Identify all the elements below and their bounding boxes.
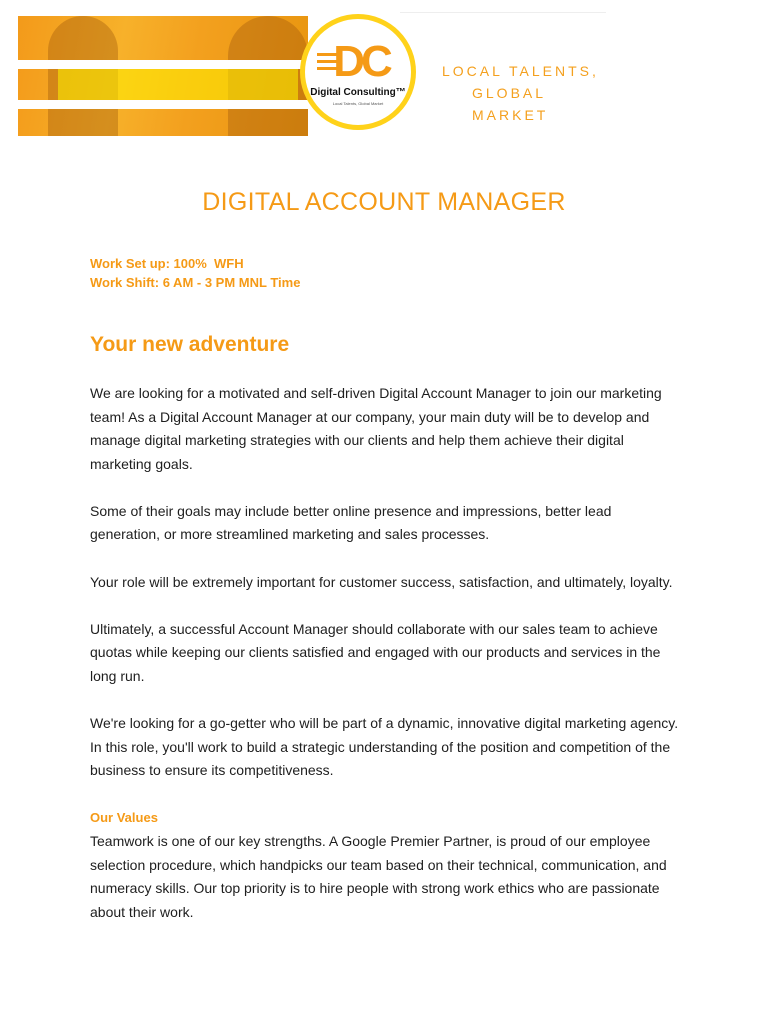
values-paragraph: Teamwork is one of our key strengths. A Google Premier Partner, is proud of our employee selection procedure, which handpicks our team based on their technical, communication, and numeracy skills. Our top priority is to hire people with strong work ethics who are passionate about their work. <box>90 833 667 920</box>
banner-highlight-band <box>58 64 298 104</box>
paragraph: Some of their goals may include better online presence and impressions, better lead generation, or more streamlined marketing and sales processes. <box>90 502 612 543</box>
job-meta <box>90 254 690 292</box>
header-banner <box>18 14 606 136</box>
work-shift: Work Shift: 6 AM - 3 PM MNL Time <box>90 275 301 290</box>
tagline-line-2: GLOBAL MARKET <box>472 85 549 123</box>
values-heading: Our Values <box>90 810 158 826</box>
job-description <box>90 382 682 948</box>
work-setup: Work Set up: 100% WFH <box>90 256 244 271</box>
logo-subtag: Local Talents, Global Market <box>332 101 384 106</box>
banner-stripe <box>18 100 308 109</box>
banner-photo <box>18 16 308 136</box>
paragraph: We are looking for a motivated and self-driven Digital Account Manager to join our marketing team! As a Digital Account Manager at our company, your main duty will be to develop and manage digital marketing strategies with our clients and help them achieve their digital marketing goals. <box>90 385 662 472</box>
page-title: DIGITAL ACCOUNT MANAGER <box>202 188 566 216</box>
banner-stripe <box>18 60 308 69</box>
tagline-line-1: LOCAL TALENTS, <box>442 63 599 79</box>
company-logo <box>300 14 416 130</box>
section-title: Your new adventure <box>90 333 290 356</box>
paragraph: We're looking for a go-getter who will be part of a dynamic, innovative digital marketing agency. In this role, you'll work to build a strategic understanding of the position and competition of the business to ensure its competitiveness. <box>90 714 679 779</box>
logo-name: Digital Consulting™ <box>310 87 406 98</box>
tagline <box>426 60 616 126</box>
logo-mark: DC <box>333 37 389 86</box>
paragraph: Your role will be extremely important for customer success, satisfaction, and ultimately, loyalty. <box>90 573 673 590</box>
paragraph: Ultimately, a successful Account Manager should collaborate with our sales team to achieve quotas while keeping our clients satisfied and engaged with our products and services in the long run. <box>90 620 661 684</box>
divider <box>400 12 606 13</box>
